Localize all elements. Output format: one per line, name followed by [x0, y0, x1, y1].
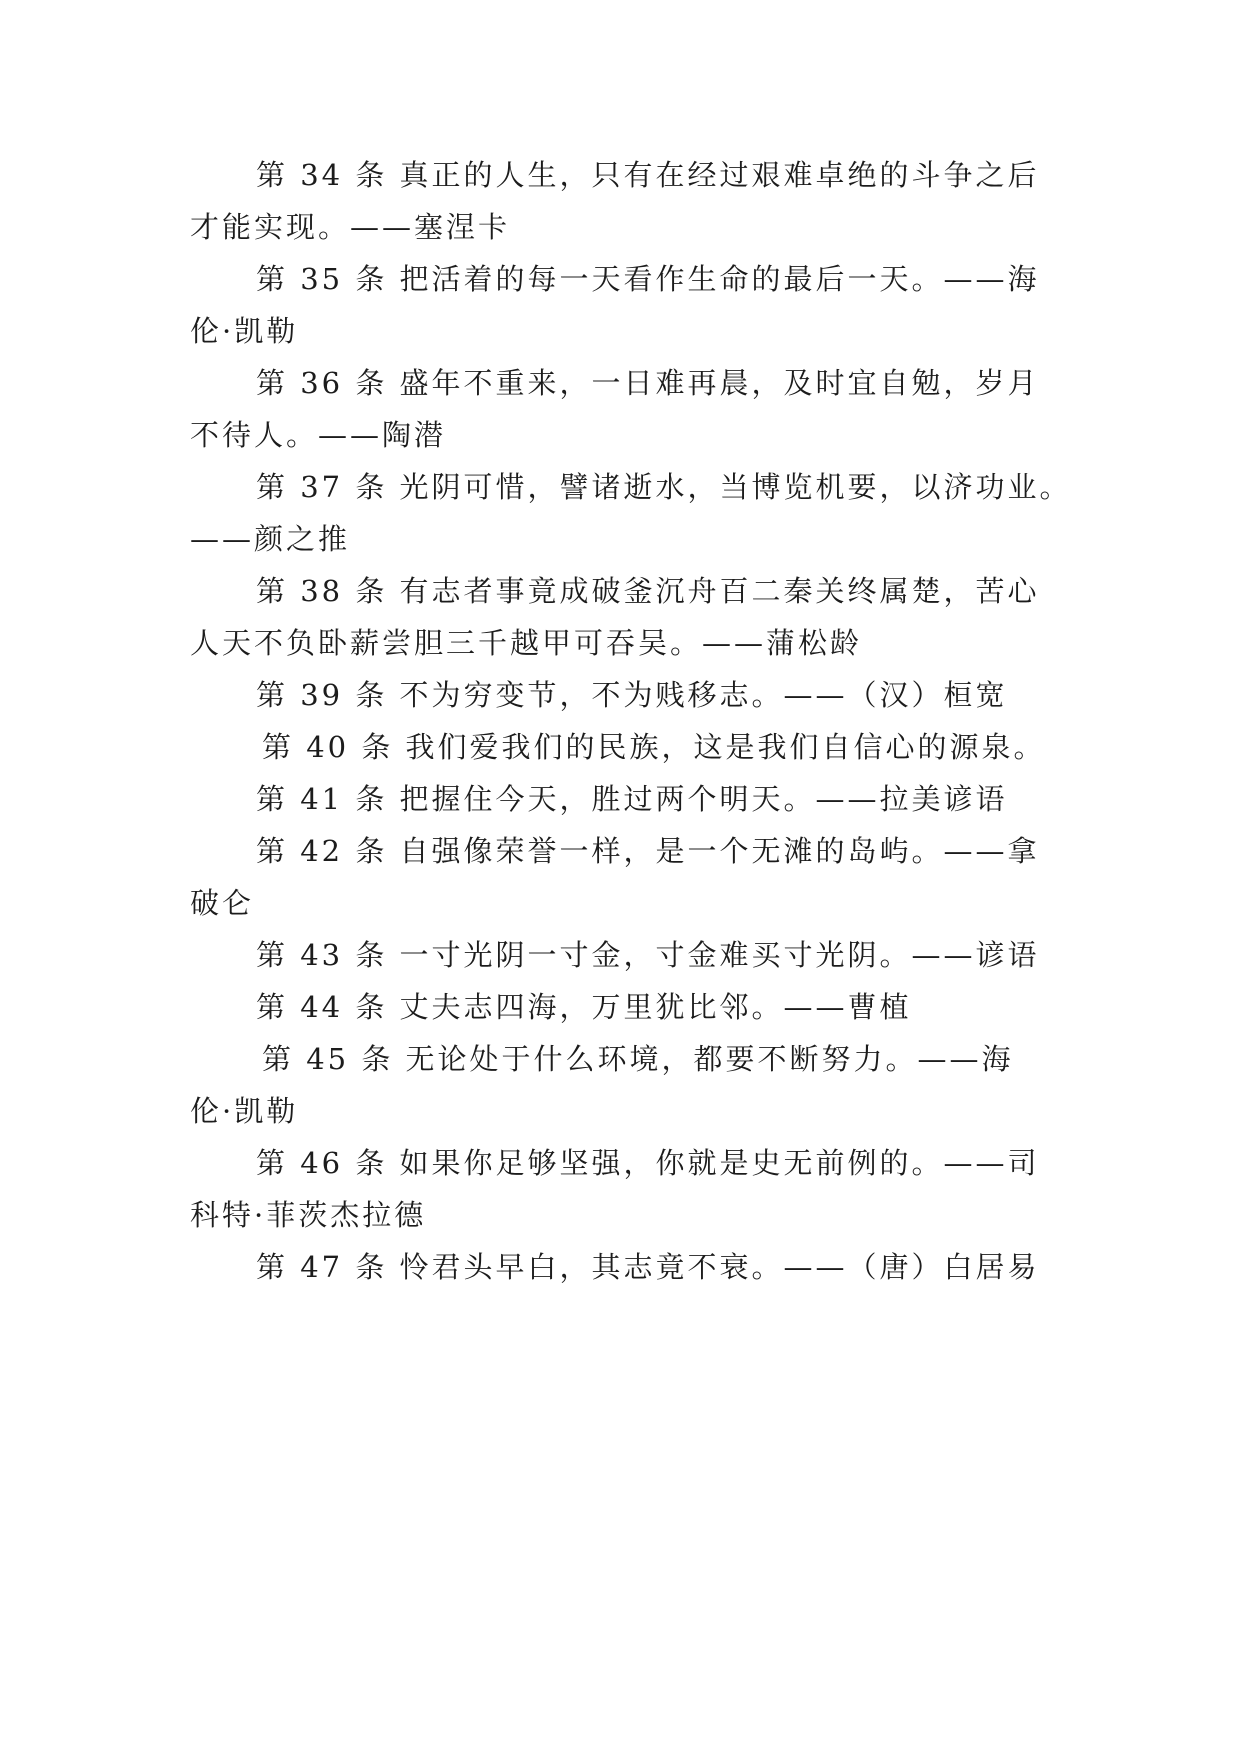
quote-35-line-2: 伦·凯勒 — [190, 314, 299, 348]
quote-38-line-2: 人天不负卧薪尝胆三千越甲可吞吴。——蒲松龄 — [190, 626, 863, 660]
quote-47-line-1: 第 47 条 怜君头早白，其志竟不衰。——（唐）白居易 — [256, 1250, 1040, 1284]
quote-37-line-1: 第 37 条 光阴可惜，譬诸逝水，当博览机要，以济功业。 — [256, 470, 1072, 504]
quote-44-line-1: 第 44 条 丈夫志四海，万里犹比邻。——曹植 — [256, 990, 912, 1024]
quote-42-line-1: 第 42 条 自强像荣誉一样，是一个无滩的岛屿。——拿 — [256, 834, 1040, 868]
quote-46-line-2: 科特·菲茨杰拉德 — [190, 1198, 427, 1232]
quote-42-line-2: 破仑 — [190, 886, 255, 920]
quote-36-line-2: 不待人。——陶潜 — [190, 418, 447, 452]
quote-43-line-1: 第 43 条 一寸光阴一寸金，寸金难买寸光阴。——谚语 — [256, 938, 1040, 972]
quote-46-line-1: 第 46 条 如果你足够坚强，你就是史无前例的。——司 — [256, 1146, 1040, 1180]
quote-38-line-1: 第 38 条 有志者事竟成破釜沉舟百二秦关终属楚，苦心 — [256, 574, 1040, 608]
quote-34-line-1: 第 34 条 真正的人生，只有在经过艰难卓绝的斗争之后 — [256, 158, 1040, 192]
quote-34-line-2: 才能实现。——塞涅卡 — [190, 210, 511, 244]
quote-41-line-1: 第 41 条 把握住今天，胜过两个明天。——拉美谚语 — [256, 782, 1008, 816]
quote-35-line-1: 第 35 条 把活着的每一天看作生命的最后一天。——海 — [256, 262, 1040, 296]
quote-36-line-1: 第 36 条 盛年不重来，一日难再晨，及时宜自勉，岁月 — [256, 366, 1040, 400]
quote-39-line-1: 第 39 条 不为穷变节，不为贱移志。——（汉）桓宽 — [256, 678, 1008, 712]
quote-37-line-2: ——颜之推 — [190, 522, 351, 556]
quote-40-line-1: 第 40 条 我们爱我们的民族，这是我们自信心的源泉。 — [262, 730, 1046, 764]
quote-45-line-2: 伦·凯勒 — [190, 1094, 299, 1128]
quote-45-line-1: 第 45 条 无论处于什么环境，都要不断努力。——海 — [262, 1042, 1014, 1076]
